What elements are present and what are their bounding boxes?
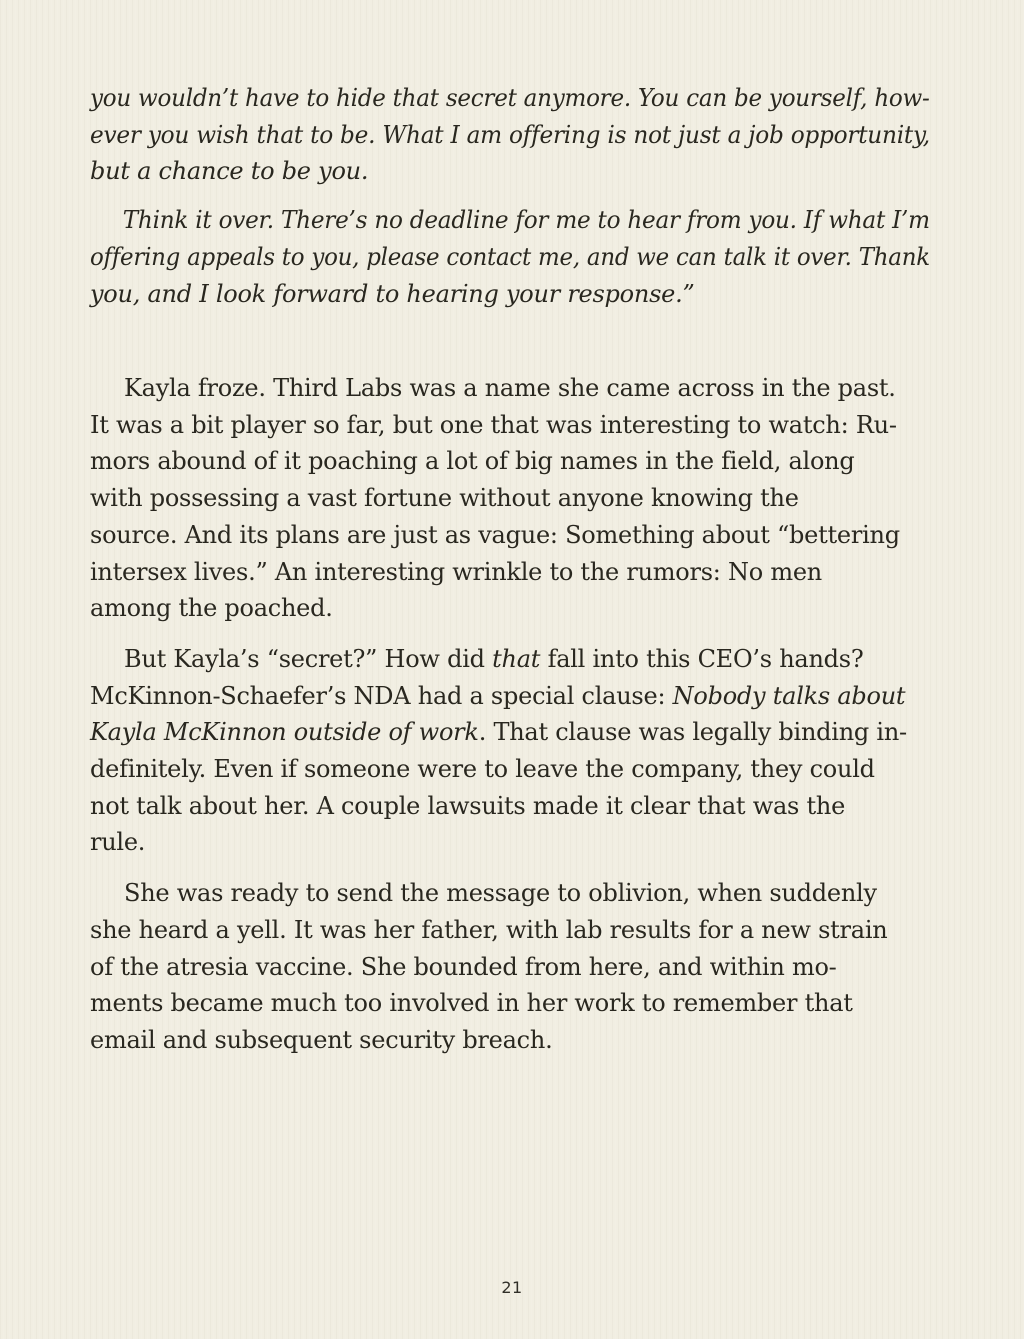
- text-line: she heard a yell. It was her father, with lab results for a new strain: [90, 915, 888, 944]
- narrative-text: [90, 370, 930, 1059]
- text-line: She was ready to send the message to oblivion, when suddenly: [124, 879, 877, 908]
- text-line: It was a bit player so far, but one that was interesting to watch: Ru-: [90, 410, 897, 439]
- text-line: intersex lives.” An interesting wrinkle to the rumors: No men: [90, 557, 822, 586]
- text-line: definitely. Even if someone were to leave the company, they could: [90, 755, 875, 784]
- paragraph: [90, 370, 930, 627]
- text-line: [90, 678, 930, 715]
- text-line: of the atresia vaccine. She bounded from here, and within mo-: [90, 952, 837, 981]
- text-line: source. And its plans are just as vague: Something about “bettering: [90, 520, 900, 549]
- paragraph: [90, 875, 930, 1059]
- text-line: email and subsequent security breach.: [90, 1025, 553, 1054]
- text-run: fall into this CEO’s hands?: [540, 644, 864, 673]
- text-line: Kayla froze. Third Labs was a name she came across in the past.: [124, 374, 896, 402]
- text-line: you wouldn’t have to hide that secret anymore. You can be yourself, how-: [90, 84, 930, 112]
- text-line: [90, 714, 930, 751]
- text-run: McKinnon-Schaefer’s NDA had a special clause:: [90, 681, 673, 710]
- text-line: ments became much too involved in her work to remember that: [90, 989, 853, 1018]
- text-line: not talk about her. A couple lawsuits made it clear that was the: [90, 791, 846, 820]
- letter-excerpt: [90, 80, 930, 312]
- text-line: but a chance to be you.: [90, 157, 369, 186]
- text-line: [90, 641, 930, 678]
- text-line: mors abound of it poaching a lot of big names in the field, along: [90, 447, 855, 476]
- text-run: . That clause was legally binding in-: [478, 718, 907, 747]
- paragraph: [90, 641, 930, 861]
- italic-phrase: that: [492, 644, 541, 673]
- text-line: rule.: [90, 828, 146, 857]
- text-line: Think it over. There’s no deadline for me to hear from you. If what I’m: [122, 206, 930, 235]
- text-line: with possessing a vast fortune without anyone knowing the: [90, 484, 799, 513]
- text-line: ever you wish that to be. What I am offering is not just a job opportunity,: [90, 120, 930, 149]
- text-run: But Kayla’s “secret?” How did: [124, 644, 493, 673]
- text-line: among the poached.: [90, 594, 333, 623]
- italic-phrase: Kayla McKinnon outside of work: [90, 718, 479, 747]
- text-line: you, and I look forward to hearing your response.”: [90, 279, 695, 308]
- page-number: 21: [501, 1278, 523, 1297]
- paragraph: [90, 202, 930, 312]
- text-line: offering appeals to you, please contact me, and we can talk it over. Thank: [90, 242, 930, 271]
- paragraph: [90, 80, 930, 190]
- italic-phrase: Nobody talks about: [672, 681, 906, 710]
